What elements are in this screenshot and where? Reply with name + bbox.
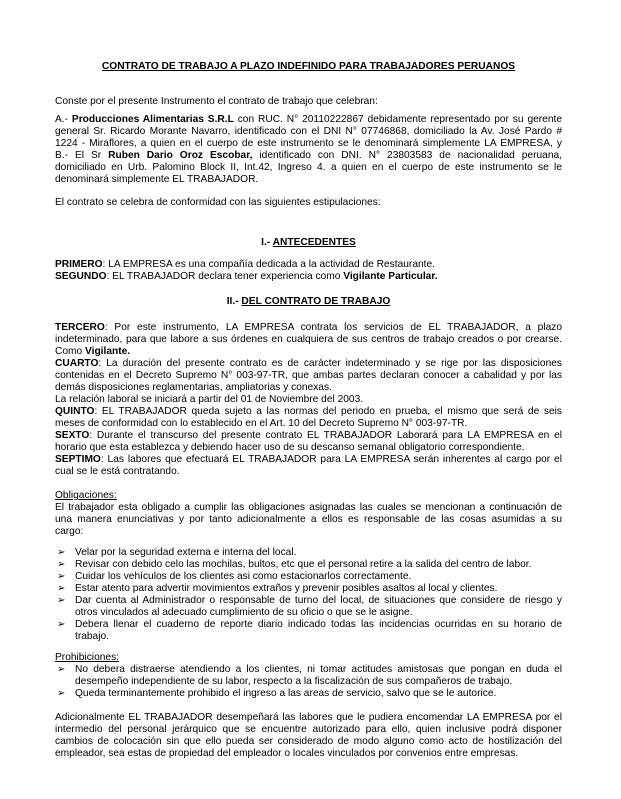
- party-b-prefix: B.- El Sr: [55, 150, 109, 161]
- quinto-label: QUINTO: [55, 406, 95, 417]
- obligaciones-paragraph-line-1: El trabajador esta obligado a cumplir las obligaciones asignadas las cuales se mencionan a continuación de: [55, 502, 562, 513]
- arrow-bullet-icon: ➢: [57, 547, 66, 558]
- arrow-bullet-icon: ➢: [57, 595, 66, 606]
- quinto-line-1: [55, 406, 562, 418]
- cuarto-line-1-text: : La duración del presente contrato es de carácter indeterminado y se rige por las disposiciones: [98, 358, 562, 369]
- section-2-title: DEL CONTRATO DE TRABAJO: [241, 296, 391, 307]
- prohibicion-item-continued: desempeño independiente de su labor, respecto a la fiscalización de sus compañeros de trabajo.: [75, 676, 513, 687]
- primero-clause: [55, 259, 562, 271]
- party-b-line-1-rest: identificado con DNI. N° 23803583 de nacionalidad peruana,: [252, 150, 562, 161]
- arrow-bullet-icon: ➢: [57, 571, 66, 582]
- section-1-title: ANTECEDENTES: [272, 237, 356, 248]
- party-a-line-1: [55, 114, 562, 126]
- obligaciones-heading: Obligaciones:: [55, 490, 117, 501]
- section-1-number: I.-: [261, 237, 273, 248]
- septimo-line-1: [55, 454, 562, 466]
- tercero-line-3: [55, 346, 562, 358]
- party-a-line-3: 1224 - Miraflores, a quien en el cuerpo de este instrumento se le denominará simplemente LA EMPRESA, y: [55, 138, 562, 149]
- septimo-label: SEPTIMO: [55, 454, 101, 465]
- party-a-name: Producciones Alimentarias S.R.L: [71, 114, 234, 125]
- stipulations-text: El contrato se celebra de conformidad con las siguientes estipulaciones:: [55, 197, 381, 208]
- prohibicion-item: Queda terminantemente prohibido el ingreso a las areas de servicio, salvo que se le autorice.: [75, 688, 497, 699]
- arrow-bullet-icon: ➢: [57, 664, 66, 675]
- primero-text: : LA EMPRESA es una compañía dedicada a la actividad de Restaurante.: [102, 259, 435, 270]
- sexto-line-2: horario que esta establezca y debiendo hacer uso de su descanso semanal obligatorio correspondiente.: [55, 442, 525, 453]
- section-2-number: II.-: [226, 296, 242, 307]
- prohibicion-item: No debera distraerse atendiendo a los clientes, ni tomar actitudes amistosas que pongan en duda el: [75, 664, 562, 675]
- segundo-bold-text: Vigilante Particular.: [343, 271, 438, 282]
- obligaciones-paragraph-line-2: una manera enunciativas y por tanto adicionalmente a ellos es responsable de las cosas asumidas a su: [55, 514, 562, 525]
- sexto-line-1-text: : Durante el transcurso del presente contrato EL TRABAJADOR Laborará para LA EMPRESA en el: [89, 430, 562, 441]
- cuarto-line-2: contenidas en el Decreto Supremo N° 003-97-TR, que ambas partes declaran conocer a cabalidad y por las: [55, 370, 562, 381]
- obligaciones-paragraph-line-3: cargo:: [55, 526, 84, 537]
- tercero-line-3-bold: Vigilante.: [85, 346, 131, 357]
- quinto-line-1-text: : EL TRABAJADOR queda sujeto a las normas del periodo en prueba, el mismo que será de seis: [94, 406, 562, 417]
- adicional-line-3: cambios de colocación sin que ello pueda ser considerado de modo alguno como acto de hostilización del: [55, 736, 562, 747]
- obligacion-item-continued: otros vinculados al adecuado cumplimiento de su oficio o que se le asigne.: [75, 607, 413, 618]
- adicional-line-4: empleador, sea estas de propiedad del empleador o locales vinculados por convenios entre empresas.: [55, 748, 519, 759]
- section-1-heading: [55, 237, 562, 249]
- prohibiciones-heading: Prohibiciones:: [55, 652, 119, 663]
- party-b-line-1: [55, 150, 562, 162]
- cuarto-line-3: demás disposiciones reglamentarias, ampliatorias y conexas.: [55, 382, 332, 393]
- obligacion-item: Dar cuenta al Administrador o responsable de turno del local, de situaciones que considere de riesgo y: [75, 595, 562, 606]
- septimo-line-2: cual se le está contratando.: [55, 466, 180, 477]
- tercero-line-3-pre: Como: [55, 346, 86, 357]
- party-a-prefix: A.-: [55, 114, 72, 125]
- intro-text: Conste por el presente Instrumento el contrato de trabajo que celebran:: [55, 96, 378, 107]
- tercero-label: TERCERO: [55, 322, 105, 333]
- septimo-line-1-text: : Las labores que efectuará EL TRABAJADOR para LA EMPRESA serán inherentes al cargo por el: [100, 454, 562, 465]
- obligacion-item: Revisar con debido celo las mochilas, bultos, etc que el personal retire a la salida del centro de labor.: [75, 559, 532, 570]
- obligacion-item-continued: trabajo.: [75, 631, 109, 642]
- cuarto-line-4: La relación laboral se iniciará a partir del 01 de Noviembre del 2003.: [55, 394, 364, 405]
- cuarto-line-1: [55, 358, 562, 370]
- sexto-line-1: [55, 430, 562, 442]
- obligacion-item: Debera llenar el cuaderno de reporte diario indicado todas las incidencias ocurridas en su horario de: [75, 619, 562, 630]
- obligacion-item: Velar por la seguridad externa e interna del local.: [75, 547, 297, 558]
- primero-label: PRIMERO: [55, 259, 103, 270]
- segundo-text: : EL TRABAJADOR declara tener experiencia como: [106, 271, 344, 282]
- sexto-label: SEXTO: [55, 430, 90, 441]
- party-a-line-1-rest: con RUC. N° 20110222867 debidamente representado por su gerente: [233, 114, 562, 125]
- contract-title: CONTRATO DE TRABAJO A PLAZO INDEFINIDO PARA TRABAJADORES PERUANOS: [101, 61, 516, 72]
- tercero-line-2: indeterminado, para que labore a sus órdenes en cualquiera de sus centros de trabajo creados o por crearse.: [55, 334, 562, 345]
- adicional-line-1: Adicionalmente EL TRABAJADOR desempeñará las labores que le pudiera encomendar LA EMPRESA por el: [55, 712, 562, 723]
- arrow-bullet-icon: ➢: [57, 619, 66, 630]
- tercero-line-1-text: : Por este instrumento, LA EMPRESA contrata los servicios de EL TRABAJADOR, a plazo: [104, 322, 562, 333]
- obligacion-item: Cuidar los vehículos de los clientes asi como estacionarlos correctamente.: [75, 571, 412, 582]
- section-2-heading: [55, 296, 562, 308]
- tercero-line-1: [55, 322, 562, 334]
- cuarto-label: CUARTO: [55, 358, 99, 369]
- segundo-label: SEGUNDO: [55, 271, 107, 282]
- party-b-name: Ruben Dario Oroz Escobar,: [108, 150, 253, 161]
- party-a-line-2: general Sr. Ricardo Morante Navarro, identificado con el DNI N° 07746868, domiciliado la Av. José Pardo #: [55, 126, 562, 137]
- obligacion-item: Estar atento para advertir movimientos extraños y prevenir posibles asaltos al local y clientes.: [75, 583, 498, 594]
- arrow-bullet-icon: ➢: [57, 688, 66, 699]
- quinto-line-2: meses de conformidad con lo establecido en el Art. 10 del Decreto Supremo N° 003-97-TR.: [55, 418, 468, 429]
- party-b-line-2: domiciliado en Urb. Palomino Block II, Int.42, Ingreso 4. a quien en el cuerpo de este instrumento se le: [55, 162, 562, 173]
- arrow-bullet-icon: ➢: [57, 583, 66, 594]
- segundo-clause: [55, 271, 562, 283]
- adicional-line-2: intermedio del personal jerárquico que se encuentre autorizado para ello, quien inclusive podrá disponer: [55, 724, 562, 735]
- party-b-line-3: denominará simplemente EL TRABAJADOR.: [55, 174, 259, 185]
- arrow-bullet-icon: ➢: [57, 559, 66, 570]
